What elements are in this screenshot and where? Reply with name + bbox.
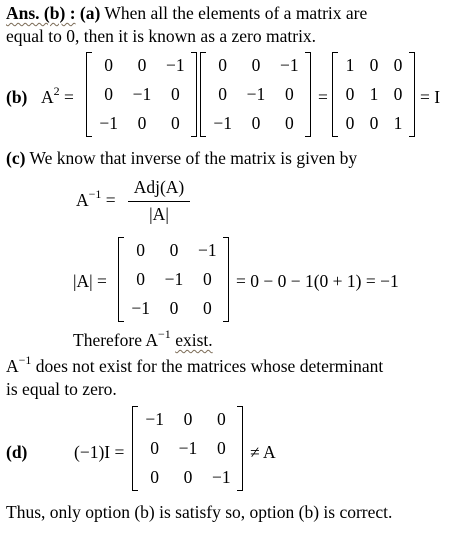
note-line-2: is equal to zero. <box>6 379 117 399</box>
matrix-cell: 0 <box>170 84 180 104</box>
part-b-lhs-base: A <box>41 87 54 107</box>
matrix-cell: 0 <box>393 84 403 104</box>
matrix-cell: 0 <box>251 55 261 76</box>
part-b-lhs-exp: 2 <box>53 84 60 98</box>
part-b-lhs <box>41 84 74 108</box>
matrix-cell: 0 <box>345 84 355 104</box>
matrix-cell: 0 <box>183 409 193 430</box>
matrix-cell: 0 <box>202 297 212 318</box>
matrix-cell: 1 <box>369 84 379 104</box>
part-d-rhs: ≠ A <box>250 442 276 462</box>
matrix-cell: 0 <box>150 438 160 458</box>
matrix-b-left <box>86 52 198 138</box>
matrix-cell: 0 <box>345 112 355 133</box>
part-c-line <box>6 148 357 169</box>
therefore-exp: −1 <box>158 327 171 341</box>
inverse-lhs <box>76 187 116 211</box>
part-c-label: (c) <box>6 148 26 168</box>
part-d-label: (d) <box>6 442 28 462</box>
matrix-cell: 0 <box>216 409 226 430</box>
inverse-numerator: Adj(A) <box>133 177 185 197</box>
therefore-text: Therefore A <box>73 330 159 350</box>
note-exp: −1 <box>18 353 32 367</box>
matrix-cell: 0 <box>216 438 226 458</box>
part-a-text-2: equal to 0, then it is known as a zero matrix. <box>6 26 317 46</box>
answer-intro-line-1 <box>6 3 367 24</box>
determinant-result: = 0 − 0 − 1(0 + 1) = −1 <box>236 271 399 291</box>
matrix-cell: 0 <box>137 112 147 133</box>
matrix-cell: 1 <box>345 55 355 76</box>
part-b-label: (b) <box>6 87 28 107</box>
inverse-lhs-exp: −1 <box>88 187 102 201</box>
matrix-cell: 0 <box>136 240 146 261</box>
part-b-result: = I <box>420 87 441 107</box>
therefore-line <box>73 327 213 351</box>
matrix-cell: 1 <box>393 112 403 133</box>
matrix-cell: 0 <box>183 466 193 487</box>
matrix-cell: 0 <box>284 112 294 133</box>
matrix-cell: 0 <box>136 269 146 289</box>
matrix-cell: 0 <box>150 466 160 487</box>
matrix-cell: −1 <box>164 269 184 289</box>
matrix-b-right <box>200 52 312 138</box>
matrix-cell: −1 <box>178 438 198 458</box>
note-base: A <box>6 356 19 376</box>
part-c-text: We know that inverse of the matrix is given by <box>29 148 358 168</box>
matrix-cell: −1 <box>198 240 217 261</box>
part-a-label: (a) <box>79 3 101 23</box>
determinant-matrix <box>118 237 230 323</box>
matrix-cell: 0 <box>218 55 228 76</box>
therefore-tail: exist. <box>175 330 213 350</box>
matrix-cell: 0 <box>393 55 403 76</box>
matrix-cell: 0 <box>369 112 379 133</box>
identity-matrix <box>332 52 416 138</box>
inverse-denominator: |A| <box>149 204 169 224</box>
matrix-cell: −1 <box>99 112 118 133</box>
matrix-cell: −1 <box>213 112 232 133</box>
matrix-cell: −1 <box>280 55 299 76</box>
part-b-eq: = <box>64 87 74 107</box>
matrix-cell: 0 <box>169 240 179 261</box>
answer-prefix: Ans. (b) : <box>6 3 76 23</box>
part-d-lhs: (−1)I = <box>74 442 125 462</box>
part-a-text-1: When all the elements of a matrix are <box>104 3 368 23</box>
matrix-cell: −1 <box>132 84 152 104</box>
matrix-cell: 0 <box>218 84 228 104</box>
matrix-cell: 0 <box>104 84 114 104</box>
matrix-cell: 0 <box>104 55 114 76</box>
matrix-cell: −1 <box>246 84 266 104</box>
matrix-cell: 0 <box>202 269 212 289</box>
matrix-cell: 0 <box>137 55 147 76</box>
matrix-cell: −1 <box>131 297 150 318</box>
note-line-1 <box>6 353 384 377</box>
matrix-cell: −1 <box>145 409 164 430</box>
conclusion: Thus, only option (b) is satisfy so, option (b) is correct. <box>6 502 393 522</box>
part-d-matrix <box>132 406 244 492</box>
matrix-cell: 0 <box>369 55 379 76</box>
note-text-1: does not exist for the matrices whose determinant <box>35 356 384 376</box>
part-b-eq2: = <box>318 87 328 107</box>
matrix-cell: −1 <box>166 55 185 76</box>
determinant-lhs: |A| = <box>73 271 107 291</box>
matrix-cell: −1 <box>212 466 231 487</box>
matrix-cell: 0 <box>251 112 261 133</box>
inverse-lhs-base: A <box>76 190 89 210</box>
matrix-cell: 0 <box>170 112 180 133</box>
matrix-cell: 0 <box>284 84 294 104</box>
inverse-eq: = <box>105 190 116 210</box>
matrix-cell: 0 <box>169 297 179 318</box>
fraction-bar <box>128 201 190 202</box>
